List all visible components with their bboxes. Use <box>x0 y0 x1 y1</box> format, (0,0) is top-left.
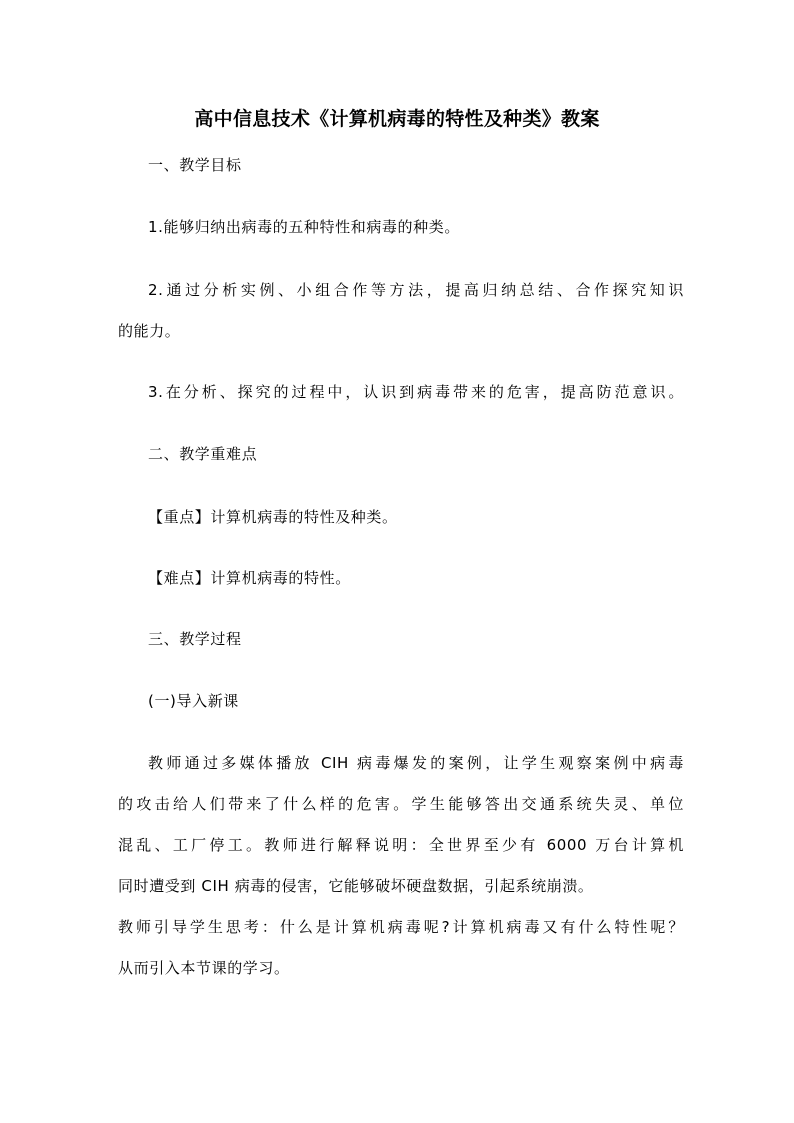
paragraph-line: 从而引入本节课的学习。 <box>118 959 290 977</box>
difficult-point: 【难点】计算机病毒的特性。 <box>148 569 351 587</box>
goal-item-2-line-2: 的能力。 <box>118 322 181 340</box>
goal-item-3: 3.在分析、探究的过程中，认识到病毒带来的危害，提高防范意识。 <box>148 383 684 401</box>
paragraph-line: 教师引导学生思考：什么是计算机病毒呢?计算机病毒又有什么特性呢？ <box>118 918 684 936</box>
subsection-heading-introduction: (一)导入新课 <box>148 692 239 710</box>
key-point: 【重点】计算机病毒的特性及种类。 <box>148 508 398 526</box>
section-heading-key-difficult-points: 二、教学重难点 <box>148 445 258 463</box>
paragraph-line: 教师通过多媒体播放 CIH 病毒爆发的案例，让学生观察案例中病毒 <box>148 754 684 772</box>
goal-item-1: 1.能够归纳出病毒的五种特性和病毒的种类。 <box>148 218 460 236</box>
goal-item-2-line-1: 2.通过分析实例、小组合作等方法，提高归纳总结、合作探究知识 <box>148 281 684 299</box>
paragraph-line: 的攻击给人们带来了什么样的危害。学生能够答出交通系统失灵、单位 <box>118 795 684 813</box>
paragraph-line: 同时遭受到 CIH 病毒的侵害，它能够破坏硬盘数据，引起系统崩溃。 <box>118 877 594 895</box>
section-heading-teaching-process: 三、教学过程 <box>148 630 242 648</box>
paragraph-line: 混乱、工厂停工。教师进行解释说明：全世界至少有 6000 万台计算机 <box>118 836 684 854</box>
document-title: 高中信息技术《计算机病毒的特性及种类》教案 <box>194 108 600 130</box>
section-heading-teaching-goals: 一、教学目标 <box>148 156 242 174</box>
